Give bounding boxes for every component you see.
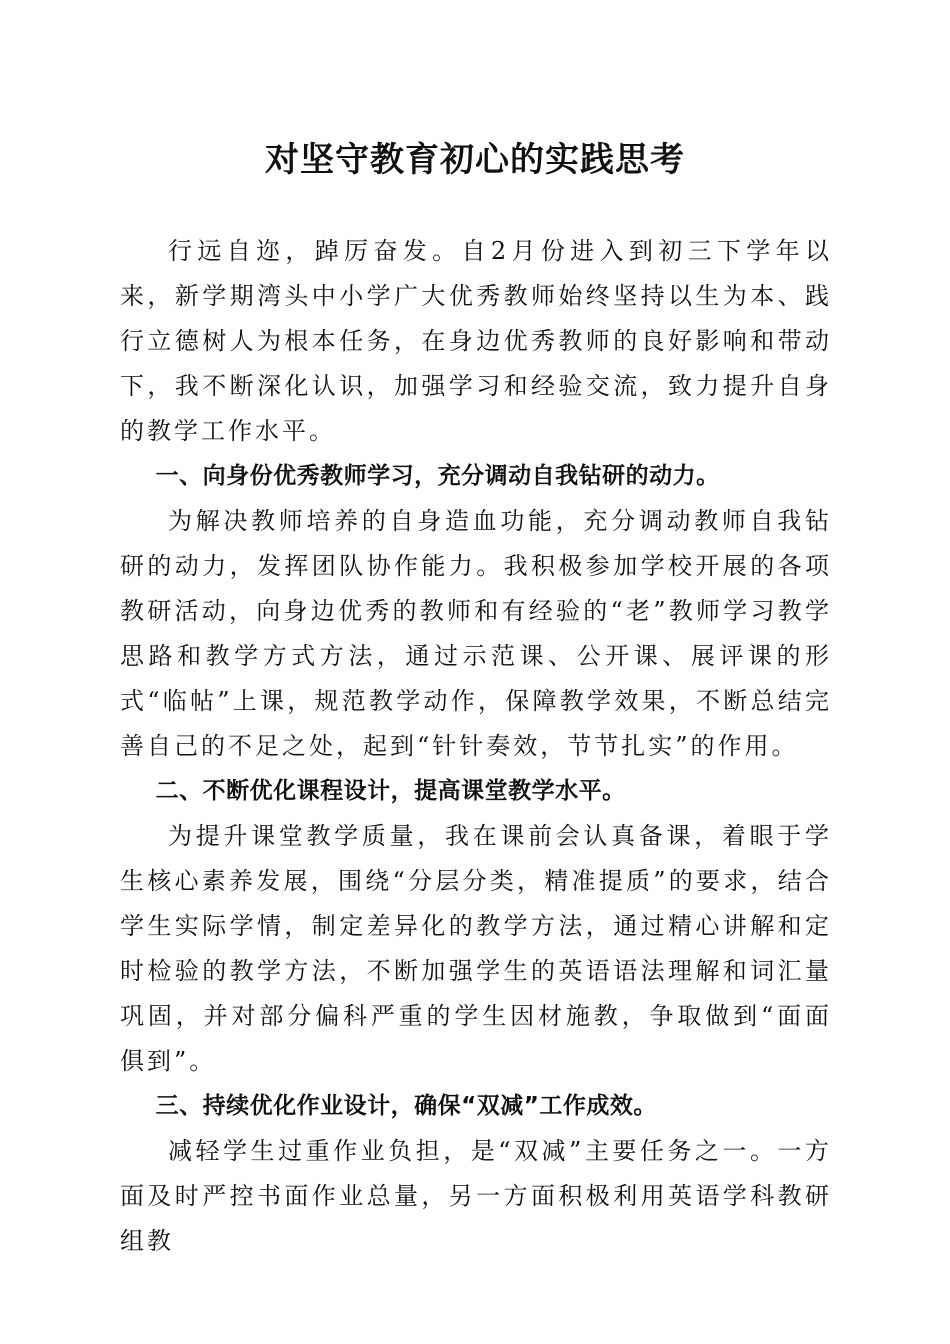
section-2-paragraph: 为提升课堂教学质量，我在课前会认真备课，着眼于学生核心素养发展，围绕“分层分类，精准提质”的要求，结合学生实际学情，制定差异化的教学方法，通过精心讲解和定时检验的教学方法，不断加强学生的英语语法理解和词汇量巩固，并对部分偏科严重的学生因材施教，争取做到“面面俱到”。 — [120, 822, 832, 1075]
section-1-paragraph: 为解决教师培养的自身造血功能，充分调动教师自我钻研的动力，发挥团队协作能力。我积极参加学校开展的各项教研活动，向身边优秀的教师和有经验的“老”教师学习教学思路和教学方式方法，通过示范课、公开课、展评课的形式“临帖”上课，规范教学动作，保障教学效果，不断总结完善自己的不足之处，起到“针针奏效，节节扎实”的作用。 — [120, 507, 832, 760]
section-3-paragraph: 减轻学生过重作业负担，是“双减”主要任务之一。一方面及时严控书面作业总量，另一方面积极利用英语学科教研组教 — [120, 1137, 832, 1255]
section-1-heading: 一、向身份优秀教师学习，充分调动自我钻研的动力。 — [155, 463, 720, 489]
section-3-heading: 三、持续优化作业设计，确保“双减”工作成效。 — [155, 1093, 657, 1119]
document-body — [120, 229, 832, 1264]
document-title: 对坚守教育初心的实践思考 — [265, 140, 685, 180]
section-2-heading: 二、不断优化课程设计，提高课堂教学水平。 — [155, 778, 626, 804]
intro-paragraph: 行远自迩，踔厉奋发。自2月份进入到初三下学年以来，新学期湾头中小学广大优秀教师始终坚持以生为本、践行立德树人为根本任务，在身边优秀教师的良好影响和带动下，我不断深化认识，加强学习和经验交流，致力提升自身的教学工作水平。 — [120, 237, 832, 445]
